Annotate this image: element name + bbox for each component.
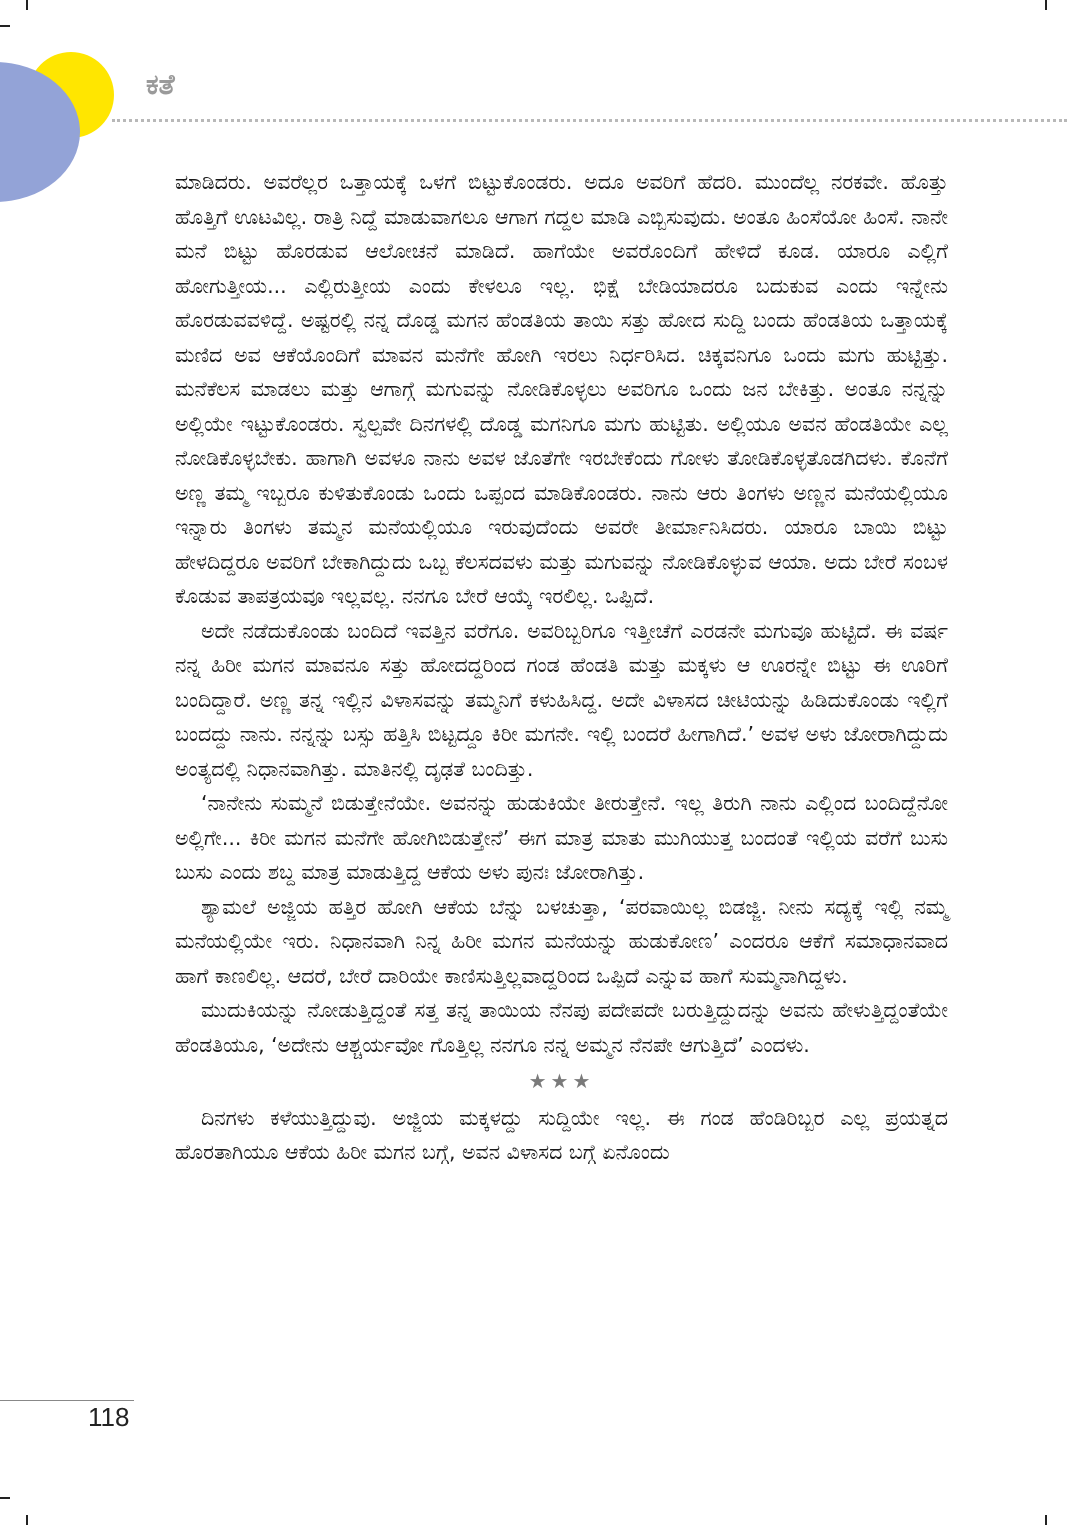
footer-rule [0,1400,134,1401]
paragraph: ಶ್ಯಾಮಲೆ ಅಜ್ಜಿಯ ಹತ್ತಿರ ಹೋಗಿ ಆಕೆಯ ಬೆನ್ನು ಬಳಚುತ್ತಾ, ‘ಪರವಾಯಿಲ್ಲ ಬಿಡಜ್ಜಿ. ನೀನು ಸದ್ಯಕ್ಕೆ ಇಲ್ಲಿ ನಮ್ಮ ಮನೆಯಲ್ಲಿಯೇ ಇರು. ನಿಧಾನವಾಗಿ ನಿನ್ನ ಹಿರೀ ಮಗನ ಮನೆಯನ್ನು ಹುಡುಕೋಣ’ ಎಂದರೂ ಆಕೆಗೆ ಸಮಾಧಾನವಾದ ಹಾಗೆ ಕಾಣಲಿಲ್ಲ. ಆದರೆ, ಬೇರೆ ದಾರಿಯೇ ಕಾಣಿಸುತ್ತಿಲ್ಲವಾದ್ದರಿಂದ ಒಪ್ಪಿದೆ ಎನ್ನುವ ಹಾಗೆ ಸುಮ್ಮನಾಗಿದ್ದಳು. [175,894,948,988]
crop-mark-bottom-right [1045,1515,1047,1525]
paragraph: ಅದೇ ನಡೆದುಕೊಂಡು ಬಂದಿದೆ ಇವತ್ತಿನ ವರೆಗೂ. ಅವರಿಬ್ಬರಿಗೂ ಇತ್ತೀಚೆಗೆ ಎರಡನೇ ಮಗುವೂ ಹುಟ್ಟಿದೆ. ಈ ವರ್ಷ ನನ್ನ ಹಿರೀ ಮಗನ ಮಾವನೂ ಸತ್ತು ಹೋದದ್ದರಿಂದ ಗಂಡ ಹೆಂಡತಿ ಮತ್ತು ಮಕ್ಕಳು ಆ ಊರನ್ನೇ ಬಿಟ್ಟು ಈ ಊರಿಗೆ ಬಂದಿದ್ದಾರೆ. ಅಣ್ಣ ತನ್ನ ಇಲ್ಲಿನ ವಿಳಾಸವನ್ನು ತಮ್ಮನಿಗೆ ಕಳುಹಿಸಿದ್ದ. ಅದೇ ವಿಳಾಸದ ಚೀಟಿಯನ್ನು ಹಿಡಿದುಕೊಂಡು ಇಲ್ಲಿಗೆ ಬಂದದ್ದು ನಾನು. ನನ್ನನ್ನು ಬಸ್ಸು ಹತ್ತಿಸಿ ಬಿಟ್ಟದ್ದೂ ಕಿರೀ ಮಗನೇ. ಇಲ್ಲಿ ಬಂದರೆ ಹೀಗಾಗಿದೆ.’ ಅವಳ ಅಳು ಜೋರಾಗಿದ್ದುದು ಅಂತ್ಯದಲ್ಲಿ ನಿಧಾನವಾಗಿತ್ತು. ಮಾತಿನಲ್ಲಿ ದೃಢತೆ ಬಂದಿತ್ತು. [175,618,948,781]
paragraph: ದಿನಗಳು ಕಳೆಯುತ್ತಿದ್ದುವು. ಅಜ್ಜಿಯ ಮಕ್ಕಳದ್ದು ಸುದ್ದಿಯೇ ಇಲ್ಲ. ಈ ಗಂಡ ಹೆಂಡಿರಿಬ್ಬರ ಎಲ್ಲ ಪ್ರಯತ್ನದ ಹೊರತಾಗಿಯೂ ಆಕೆಯ ಹಿರೀ ಮಗನ ಬಗ್ಗೆ, ಅವನ ವಿಳಾಸದ ಬಗ್ಗೆ ಏನೊಂದು [175,1105,948,1164]
section-title: ಕತೆ [146,68,175,101]
paragraph: ‘ನಾನೇನು ಸುಮ್ಮನೆ ಬಿಡುತ್ತೇನೆಯೇ. ಅವನನ್ನು ಹುಡುಕಿಯೇ ತೀರುತ್ತೇನೆ. ಇಲ್ಲ ತಿರುಗಿ ನಾನು ಎಲ್ಲಿಂದ ಬಂದಿದ್ದೆನೋ ಅಲ್ಲಿಗೇ... ಕಿರೀ ಮಗನ ಮನೆಗೇ ಹೋಗಿಬಿಡುತ್ತೇನೆ’ ಈಗ ಮಾತ್ರ ಮಾತು ಮುಗಿಯುತ್ತ ಬಂದಂತೆ ಇಲ್ಲಿಯ ವರೆಗೆ ಬುಸು ಬುಸು ಎಂದು ಶಬ್ದ ಮಾತ್ರ ಮಾಡುತ್ತಿದ್ದ ಆಕೆಯ ಅಳು ಪುನಃ ಜೋರಾಗಿತ್ತು. [175,791,948,884]
paragraph: ಮುದುಕಿಯನ್ನು ನೋಡುತ್ತಿದ್ದಂತೆ ಸತ್ತ ತನ್ನ ತಾಯಿಯ ನೆನಪು ಪದೇಪದೇ ಬರುತ್ತಿದ್ದುದನ್ನು ಅವನು ಹೇಳುತ್ತಿದ್ದಂತೆಯೇ ಹೆಂಡತಿಯೂ, ‘ಅದೇನು ಆಶ್ಚರ್ಯವೋ ಗೊತ್ತಿಲ್ಲ ನನಗೂ ನನ್ನ ಅಮ್ಮನ ನೆನಪೇ ಆಗುತ್ತಿದೆ’ ಎಂದಳು. [175,998,948,1057]
paragraph: ಮಾಡಿದರು. ಅವರೆಲ್ಲರ ಒತ್ತಾಯಕ್ಕೆ ಒಳಗೆ ಬಿಟ್ಟುಕೊಂಡರು. ಅದೂ ಅವರಿಗೆ ಹೆದರಿ. ಮುಂದೆಲ್ಲ ನರಕವೇ. ಹೊತ್ತು ಹೊತ್ತಿಗೆ ಊಟವಿಲ್ಲ. ರಾತ್ರಿ ನಿದ್ದೆ ಮಾಡುವಾಗಲೂ ಆಗಾಗ ಗದ್ದಲ ಮಾಡಿ ಎಬ್ಬಿಸುವುದು. ಅಂತೂ ಹಿಂಸೆಯೋ ಹಿಂಸೆ. ನಾನೇ ಮನೆ ಬಿಟ್ಟು ಹೊರಡುವ ಆಲೋಚನೆ ಮಾಡಿದೆ. ಹಾಗೆಯೇ ಅವರೊಂದಿಗೆ ಹೇಳಿದೆ ಕೂಡ. ಯಾರೂ ಎಲ್ಲಿಗೆ ಹೋಗುತ್ತೀಯ... ಎಲ್ಲಿರುತ್ತೀಯ ಎಂದು ಕೇಳಲೂ ಇಲ್ಲ. ಭಿಕ್ಷೆ ಬೇಡಿಯಾದರೂ ಬದುಕುವ ಎಂದು ಇನ್ನೇನು ಹೊರಡುವವಳಿದ್ದೆ. ಅಷ್ಟರಲ್ಲಿ ನನ್ನ ದೊಡ್ಡ ಮಗನ ಹೆಂಡತಿಯ ತಾಯಿ ಸತ್ತು ಹೋದ ಸುದ್ದಿ ಬಂದು ಹೆಂಡತಿಯ ಒತ್ತಾಯಕ್ಕೆ ಮಣಿದ ಅವ ಆಕೆಯೊಂದಿಗೆ ಮಾವನ ಮನೆಗೇ ಹೋಗಿ ಇರಲು ನಿರ್ಧರಿಸಿದ. ಚಿಕ್ಕವನಿಗೂ ಒಂದು ಮಗು ಹುಟ್ಟಿತ್ತು. ಮನೆಕೆಲಸ ಮಾಡಲು ಮತ್ತು ಆಗಾಗ್ಗೆ ಮಗುವನ್ನು ನೋಡಿಕೊಳ್ಳಲು ಅವರಿಗೂ ಒಂದು ಜನ ಬೇಕಿತ್ತು. ಅಂತೂ ನನ್ನನ್ನು ಅಲ್ಲಿಯೇ ಇಟ್ಟುಕೊಂಡರು. ಸ್ವಲ್ಪವೇ ದಿನಗಳಲ್ಲಿ ದೊಡ್ಡ ಮಗನಿಗೂ ಮಗು ಹುಟ್ಟಿತು. ಅಲ್ಲಿಯೂ ಅವನ ಹೆಂಡತಿಯೇ ಎಲ್ಲ ನೋಡಿಕೊಳ್ಳಬೇಕು. ಹಾಗಾಗಿ ಅವಳೂ ನಾನು ಅವಳ ಜೊತೆಗೇ ಇರಬೇಕೆಂದು ಗೋಳು ತೋಡಿಕೊಳ್ಳತೊಡಗಿದಳು. ಕೊನೆಗೆ ಅಣ್ಣ ತಮ್ಮ ಇಬ್ಬರೂ ಕುಳಿತುಕೊಂಡು ಒಂದು ಒಪ್ಪಂದ ಮಾಡಿಕೊಂಡರು. ನಾನು ಆರು ತಿಂಗಳು ಅಣ್ಣನ ಮನೆಯಲ್ಲಿಯೂ ಇನ್ನಾರು ತಿಂಗಳು ತಮ್ಮನ ಮನೆಯಲ್ಲಿಯೂ ಇರುವುದೆಂದು ಅವರೇ ತೀರ್ಮಾನಿಸಿದರು. ಯಾರೂ ಬಾಯಿ ಬಿಟ್ಟು ಹೇಳದಿದ್ದರೂ ಅವರಿಗೆ ಬೇಕಾಗಿದ್ದುದು ಒಬ್ಬ ಕೆಲಸದವಳು ಮತ್ತು ಮಗುವನ್ನು ನೋಡಿಕೊಳ್ಳುವ ಆಯಾ. ಅದು ಬೇರೆ ಸಂಬಳ ಕೊಡುವ ತಾಪತ್ರಯವೂ ಇಲ್ಲವಲ್ಲ. ನನಗೂ ಬೇರೆ ಆಯ್ಕೆ ಇರಲಿಲ್ಲ. ಒಪ್ಪಿದೆ. [175,170,948,608]
section-separator: ★★★ [528,1069,595,1093]
crop-mark-left-top [0,25,10,27]
page-number: 118 [88,1402,130,1432]
story-body [175,165,948,1170]
crop-mark-left-bottom [0,1497,10,1499]
header-dotted-rule [112,119,1067,122]
crop-mark-bottom-left [26,1515,28,1525]
crop-mark-top-right [1045,0,1047,10]
crop-mark-top-left [26,0,28,10]
